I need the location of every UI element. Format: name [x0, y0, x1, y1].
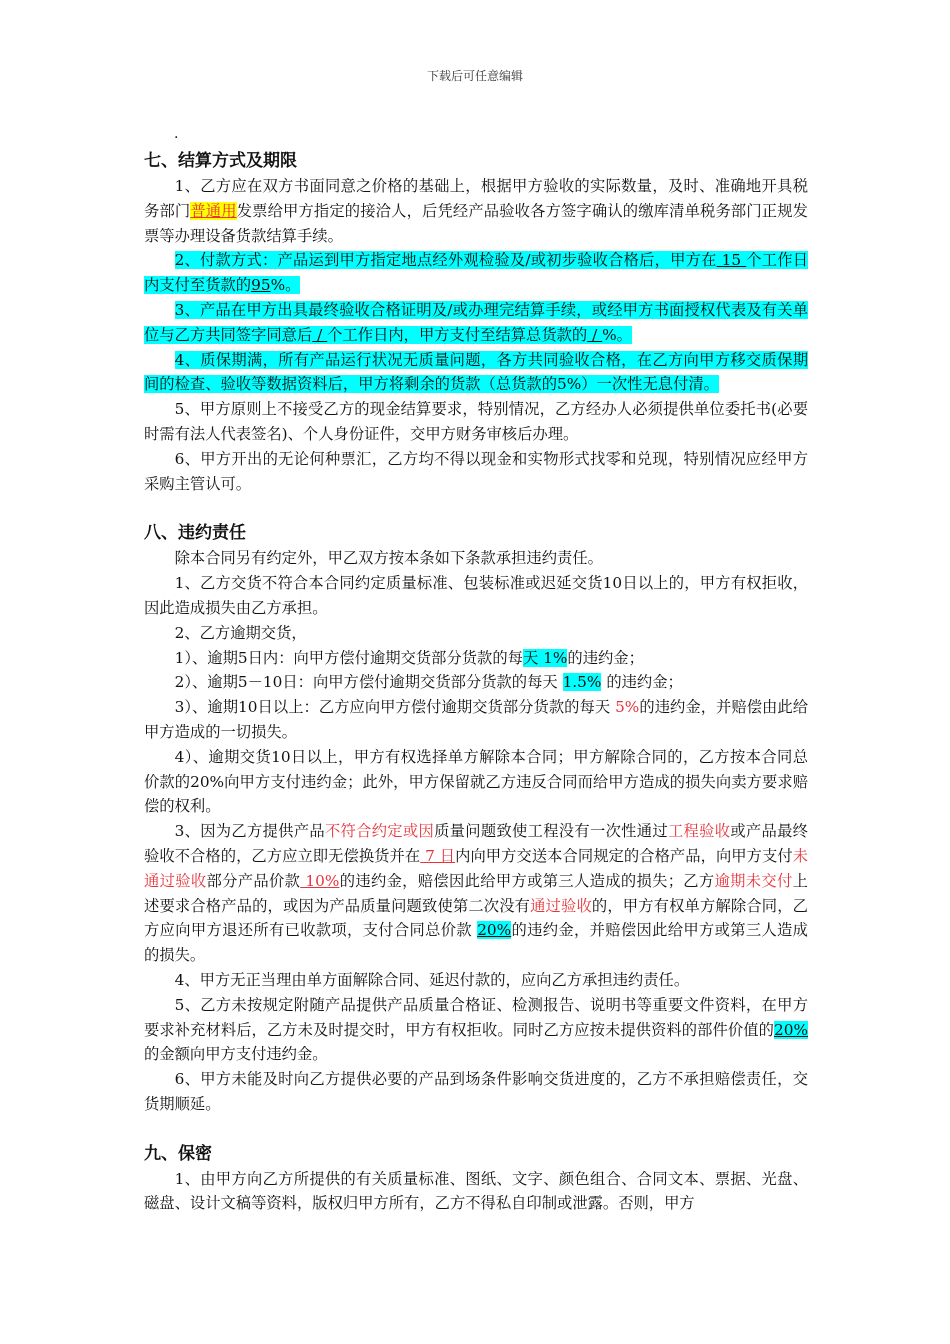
s8-para-4: 4、甲方无正当理由单方面解除合同、延迟付款的，应向乙方承担违约责任。	[174, 970, 690, 989]
s8-para-2a: 1）、逾期5日内：向甲方偿付逾期交货部分货款的每天 1%的违约金；	[174, 648, 644, 667]
s8-para-1: 1、乙方交货不符合本合同约定质量标准、包装标准或迟延交货10日以上的，甲方有权拒收，因此造成损失由乙方承担。	[144, 574, 808, 617]
section-8-title: 八、违约责任	[144, 523, 246, 544]
s8-para-5: 5、乙方未按规定附随产品提供产品质量合格证、检测报告、说明书等重要文件资料，在甲方要求补充材料后，乙方未及时提交时，甲方有权拒收。同时乙方应按未提供资料的部件价值的20%的金额向甲方支付违约金。	[144, 995, 808, 1064]
section-7-title: 七、结算方式及期限	[144, 151, 297, 171]
s8-para-2: 2、乙方逾期交货，	[174, 623, 307, 642]
document-body	[144, 148, 808, 1216]
s8-para-3: 3、因为乙方提供产品不符合约定或因质量问题致使工程没有一次性通过工程验收或产品最终验收不合格的，乙方应立即无偿换货并在 7 日内向甲方交送本合同规定的合格产品，向甲方支付未通过验收部分产品价款 10%的违约金，赔偿因此给甲方或第三人造成的损失；乙方逾期未交付上述要求合格产品的，或因为产品质量问题致使第二次没有通过验收的，甲方有权单方解除合同，乙方应向甲方退还所有已收款项，支付合同总价款 20%的违约金，并赔偿因此给甲方或第三人造成的损失。	[144, 822, 808, 965]
stray-dot: .	[174, 126, 179, 142]
s8-para-6: 6、甲方未能及时向乙方提供必要的产品到场条件影响交货进度的，乙方不承担赔偿责任，交货期顺延。	[144, 1070, 808, 1113]
s7-para-4: 4、质保期满，所有产品运行状况无质量问题，各方共同验收合格，在乙方向甲方移交质保期间的检查、验收等数据资料后，甲方将剩余的货款（总货款的5%）一次性无息付清。	[144, 350, 808, 394]
s9-para-1: 1、由甲方向乙方所提供的有关质量标准、图纸、文字、颜色组合、合同文本、票据、光盘、磁盘、设计文稿等资料，版权归甲方所有，乙方不得私自印制或泄露。否则，甲方	[144, 1169, 808, 1213]
s8-para-2c: 3）、逾期10日以上：乙方应向甲方偿付逾期交货部分货款的每天 5%的违约金，并赔偿由此给甲方造成的一切损失。	[144, 698, 808, 741]
page-header: 下载后可任意编辑	[426, 69, 523, 83]
section-9-title: 九、保密	[144, 1143, 212, 1164]
s7-para-6: 6、甲方开出的无论何种票汇，乙方均不得以现金和实物形式找零和兑现，特别情况应经甲方采购主管认可。	[144, 449, 808, 493]
s7-para-1: 1、乙方应在双方书面同意之价格的基础上，根据甲方验收的实际数量，及时、准确地开具税务部门普通用发票给甲方指定的接洽人，后凭经产品验收各方签字确认的缴库清单税务部门正规发票等办理设备货款结算手续。	[144, 177, 808, 245]
s7-para-2: 2、付款方式：产品运到甲方指定地点经外观检验及/或初步验收合格后，甲方在 15 个工作日内支付至货款的95%。	[144, 251, 808, 295]
s8-intro: 除本合同另有约定外，甲乙双方按本条如下条款承担违约责任。	[174, 549, 603, 568]
s7-para-5: 5、甲方原则上不接受乙方的现金结算要求，特别情况，乙方经办人必须提供单位委托书(必要时需有法人代表签名)、个人身份证件，交甲方财务审核后办理。	[144, 400, 808, 443]
s8-para-2d: 4）、逾期交货10日以上，甲方有权选择单方解除本合同；甲方解除合同的，乙方按本合同总价款的20%向甲方支付违约金；此外，甲方保留就乙方违反合同而给甲方造成的损失向卖方要求赔偿的权利。	[144, 747, 808, 816]
s8-para-2b: 2）、逾期5－10日：向甲方偿付逾期交货部分货款的每天 1.5% 的违约金；	[174, 673, 683, 692]
s7-para-3: 3、产品在甲方出具最终验收合格证明及/或办理完结算手续，或经甲方书面授权代表及有关单位与乙方共同签字同意后 / 个工作日内，甲方支付至结算总货款的 / %。	[144, 300, 808, 344]
